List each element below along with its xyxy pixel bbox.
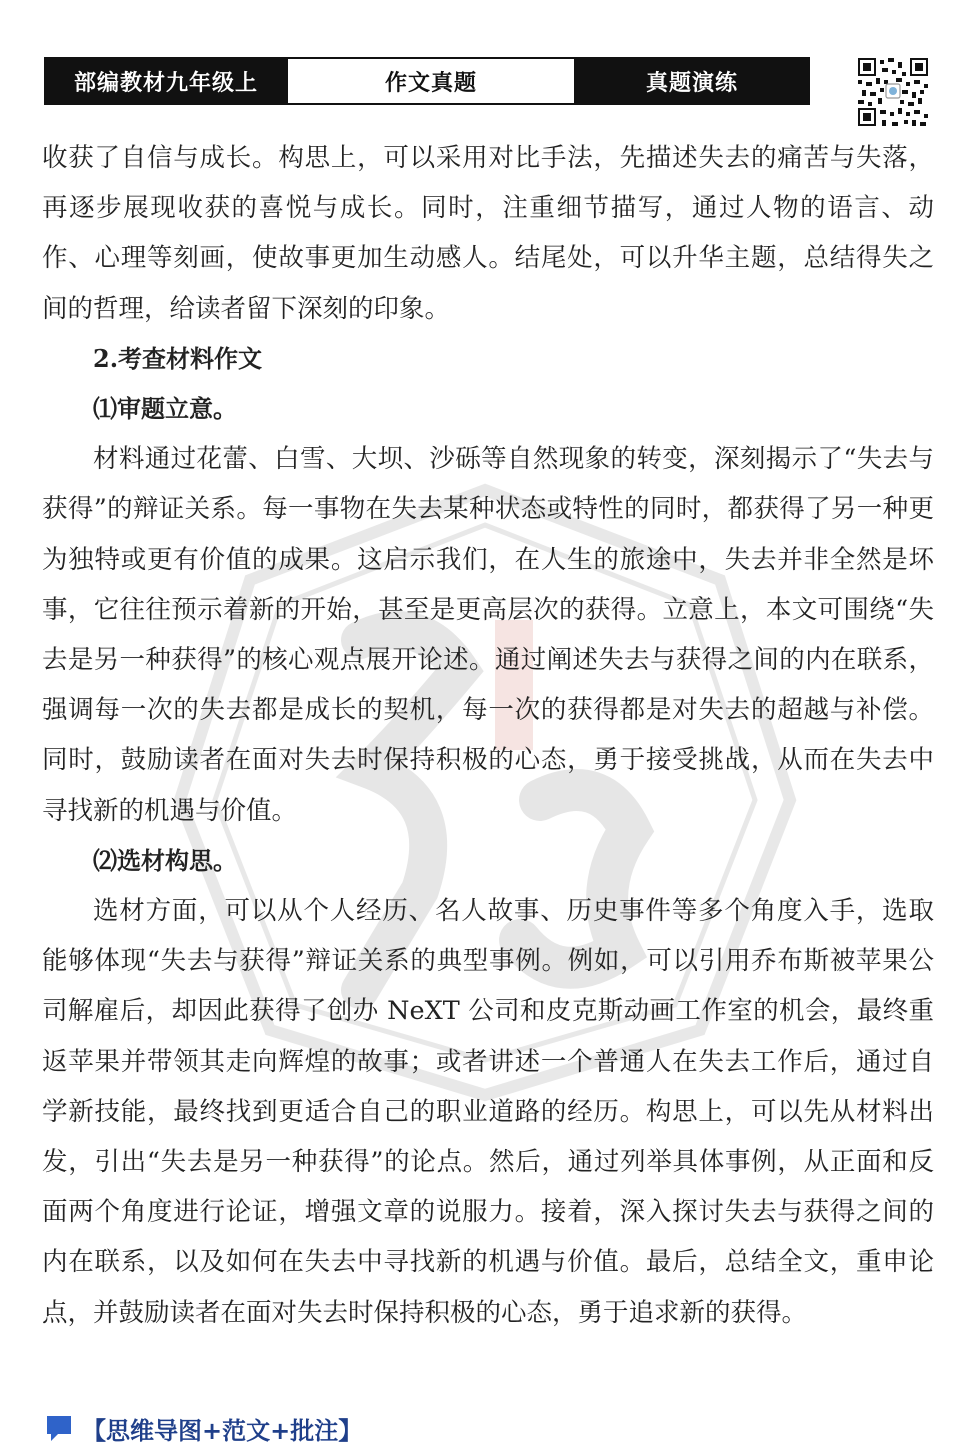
header-grade: 部编教材九年级上 <box>46 59 286 103</box>
subheading-material: ⑵选材构思。 <box>93 845 237 875</box>
footer <box>44 1408 362 1448</box>
header-title: 作文真题 <box>286 59 576 103</box>
subheading-theme: ⑴审题立意。 <box>93 394 237 424</box>
paragraph-material: 选材方面，可以从个人经历、名人故事、历史事件等多个角度入手，选取能够体现“失去与获得”辩证关系的典型事例。例如，可以引用乔布斯被苹果公司解雇后，却因此获得了创办 NeXT 公司和皮克斯动画工作室的机会，最终重返苹果并带领其走向辉煌的故事；或者讲述一个普通人在失去工作后，通过自学新技能，最终找到更适合自己的职业道路的经历。构思上，可以先从材料出发，引出“失去是另一种获得”的论点。然后，通过列举具体事例，从正面和反面两个角度进行论证，增强文章的说服力。接着，深入探讨失去与获得之间的内在联系，以及如何在失去中寻找新的机遇与价值。最后，总结全文，重申论点，并鼓励读者在面对失去时保持积极的心态，勇于追求新的获得。 <box>42 896 934 1328</box>
paragraph-intro-continuation: 收获了自信与成长。构思上，可以采用对比手法，先描述失去的痛苦与失落，再逐步展现收获的喜悦与成长。同时，注重细节描写，通过人物的语言、动作、心理等刻画，使故事更加生动感人。结尾处，可以升华主题，总结得失之间的哲理，给读者留下深刻的印象。 <box>42 143 934 324</box>
section-heading: 2.考查材料作文 <box>93 343 263 373</box>
footer-label: 【思维导图+范文+批注】 <box>82 1416 363 1445</box>
speech-bubble-icon <box>44 1413 74 1443</box>
document-body <box>42 133 934 1338</box>
header-section: 真题演练 <box>576 59 808 103</box>
qr-code-icon <box>858 58 928 126</box>
header-bar <box>44 57 810 105</box>
paragraph-theme: 材料通过花蕾、白雪、大坝、沙砾等自然现象的转变，深刻揭示了“失去与获得”的辩证关系。每一事物在失去某种状态或特性的同时，都获得了另一种更为独特或更有价值的成果。这启示我们，在人生的旅途中，失去并非全然是坏事，它往往预示着新的开始，甚至是更高层次的获得。立意上，本文可围绕“失去是另一种获得”的核心观点展开论述。通过阐述失去与获得之间的内在联系，强调每一次的失去都是成长的契机，每一次的获得都是对失去的超越与补偿。同时，鼓励读者在面对失去时保持积极的心态，勇于接受挑战，从而在失去中寻找新的机遇与价值。 <box>42 444 934 826</box>
